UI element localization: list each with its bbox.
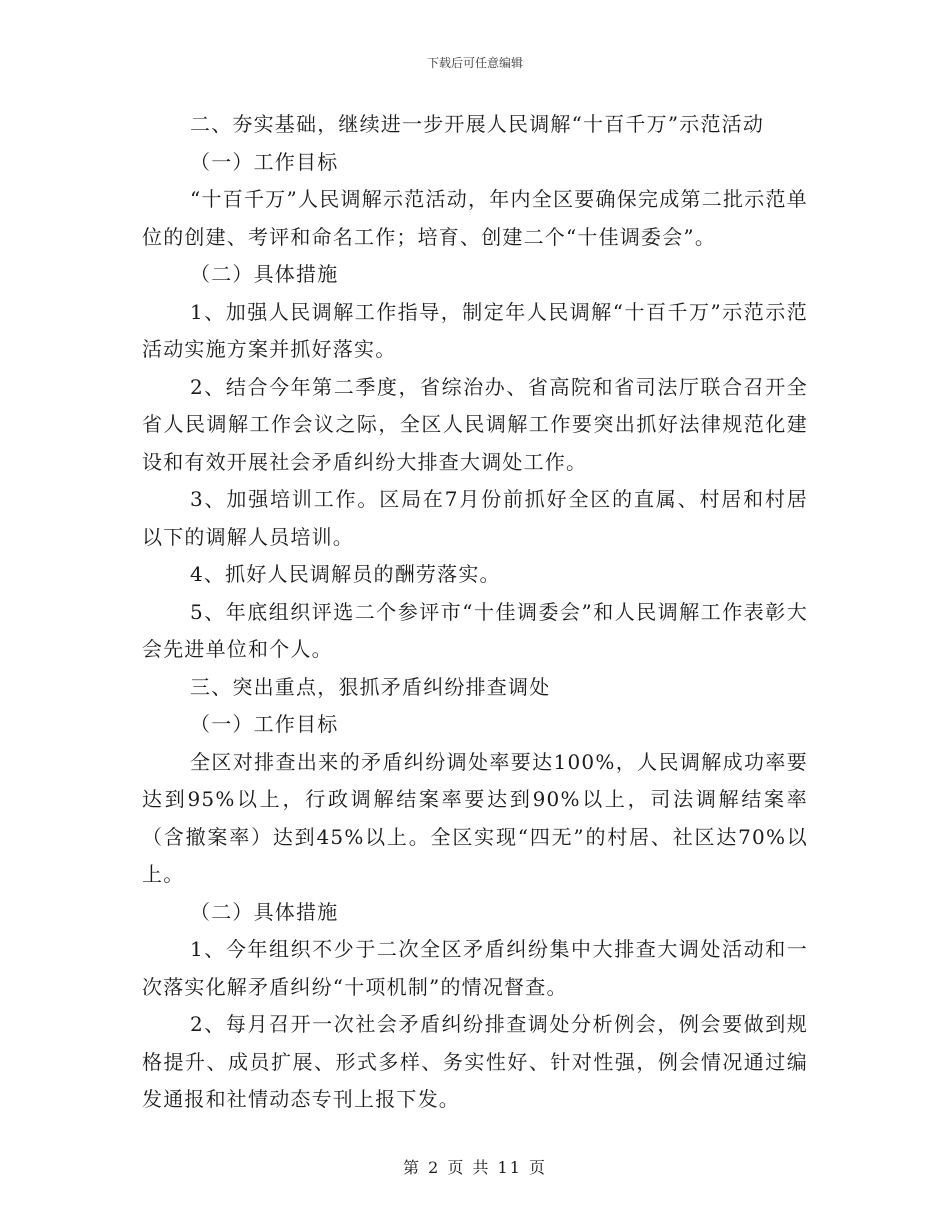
header-note: 下载后可任意编辑 xyxy=(426,56,523,70)
paragraph: 全区对排查出来的矛盾纠纷调处率要达100%，人民调解成功率要达到95%以上，行政调解结案率要达到90%以上，司法调解结案率（含撤案率）达到45%以上。全区实现“四无”的村居、社区达70%以上。 xyxy=(142,749,808,886)
page-number-footer: 第 2 页 共 11 页 xyxy=(403,1158,547,1177)
document-body xyxy=(142,106,808,1119)
section-heading-2: 二、夯实基础，继续进一步开展人民调解“十百千万”示范活动 xyxy=(190,112,765,136)
subheading-measures: （二）具体措施 xyxy=(190,899,339,924)
list-item: 2、每月召开一次社会矛盾纠纷排查调处分析例会，例会要做到规格提升、成员扩展、形式多样、务实性好、针对性强，例会情况通过编发通报和社情动态专刊上报下发。 xyxy=(142,1012,808,1111)
list-item: 1、今年组织不少于二次全区矛盾纠纷集中大排查大调处活动和一次落实化解矛盾纠纷“十项机制”的情况督查。 xyxy=(142,937,808,999)
subheading-goal: （一）工作目标 xyxy=(190,149,339,174)
list-item: 3、加强培训工作。区局在7月份前抓好全区的直属、村居和村居以下的调解人员培训。 xyxy=(142,487,808,549)
paragraph: “十百千万”人民调解示范活动，年内全区要确保完成第二批示范单位的创建、考评和命名工作；培育、创建二个“十佳调委会”。 xyxy=(142,187,808,249)
list-item: 1、加强人民调解工作指导，制定年人民调解“十百千万”示范示范活动实施方案并抓好落实。 xyxy=(142,299,808,361)
list-item: 5、年底组织评选二个参评市“十佳调委会”和人民调解工作表彰大会先进单位和个人。 xyxy=(142,599,808,661)
section-heading-3: 三、突出重点，狠抓矛盾纠纷排查调处 xyxy=(190,674,551,699)
subheading-measures: （二）具体措施 xyxy=(190,262,339,286)
subheading-goal: （一）工作目标 xyxy=(190,712,339,736)
list-item: 4、抓好人民调解员的酬劳落实。 xyxy=(190,562,501,586)
list-item: 2、结合今年第二季度，省综治办、省高院和省司法厅联合召开全省人民调解工作会议之际，全区人民调解工作要突出抓好法律规范化建设和有效开展社会矛盾纠纷大排查大调处工作。 xyxy=(142,374,808,474)
